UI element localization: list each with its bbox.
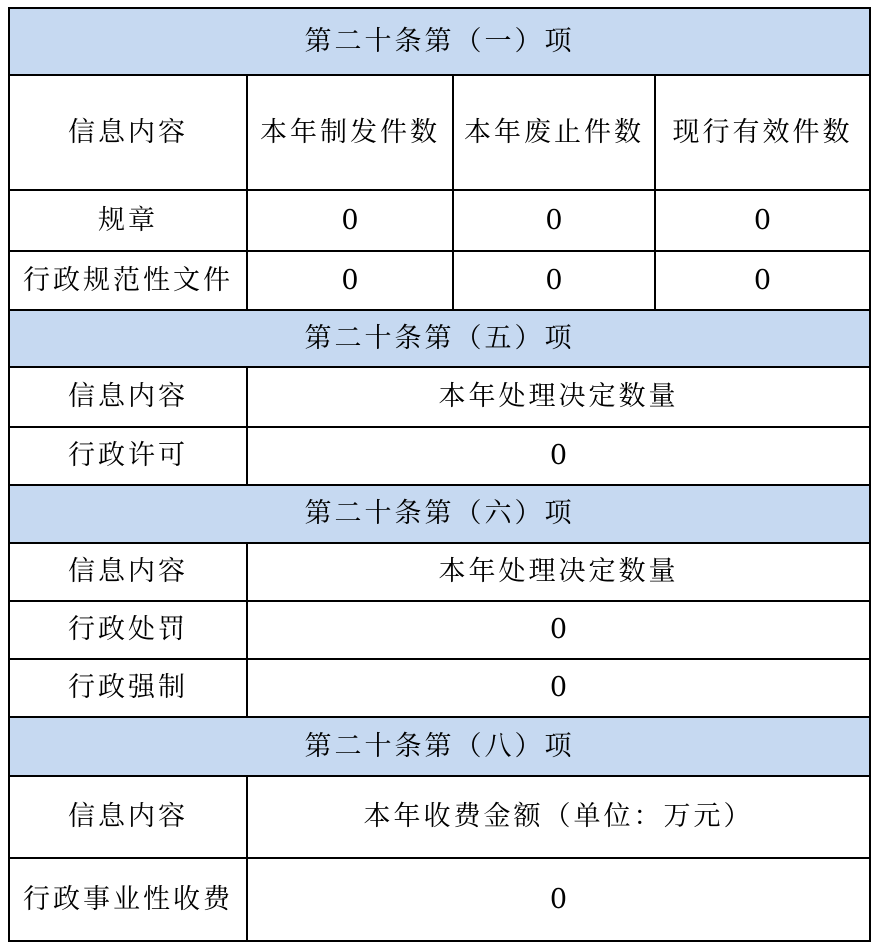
cell-value: 0 <box>247 659 870 717</box>
cell-value: 0 <box>655 190 870 251</box>
column-header-row <box>9 75 870 190</box>
cell-value: 0 <box>247 427 870 485</box>
column-header: 信息内容 <box>9 543 247 601</box>
section-title: 第二十条第（八）项 <box>9 717 870 776</box>
section-title-row <box>9 485 870 543</box>
column-header: 信息内容 <box>9 367 247 427</box>
column-header-row <box>9 776 870 858</box>
cell-value: 0 <box>655 251 870 310</box>
section-title: 第二十条第（六）项 <box>9 485 870 543</box>
cell-value: 0 <box>247 251 453 310</box>
section-title-row <box>9 717 870 776</box>
table-row <box>9 659 870 717</box>
row-label: 行政强制 <box>9 659 247 717</box>
section-title-row <box>9 310 870 367</box>
column-header: 现行有效件数 <box>655 75 870 190</box>
cell-value: 0 <box>247 190 453 251</box>
cell-value: 0 <box>247 601 870 659</box>
column-header: 本年处理决定数量 <box>247 543 870 601</box>
cell-value: 0 <box>247 858 870 941</box>
table-row <box>9 190 870 251</box>
column-header: 信息内容 <box>9 776 247 858</box>
row-label: 规章 <box>9 190 247 251</box>
column-header: 本年废止件数 <box>453 75 655 190</box>
table-row <box>9 858 870 941</box>
disclosure-table <box>8 7 871 942</box>
column-header: 本年制发件数 <box>247 75 453 190</box>
column-header: 本年收费金额（单位：万元） <box>247 776 870 858</box>
row-label: 行政事业性收费 <box>9 858 247 941</box>
section-title: 第二十条第（一）项 <box>9 8 870 75</box>
cell-value: 0 <box>453 190 655 251</box>
row-label: 行政规范性文件 <box>9 251 247 310</box>
table-row <box>9 251 870 310</box>
table-row <box>9 601 870 659</box>
column-header-row <box>9 543 870 601</box>
column-header: 信息内容 <box>9 75 247 190</box>
column-header-row <box>9 367 870 427</box>
column-header: 本年处理决定数量 <box>247 367 870 427</box>
table-row <box>9 427 870 485</box>
section-title-row <box>9 8 870 75</box>
section-title: 第二十条第（五）项 <box>9 310 870 367</box>
cell-value: 0 <box>453 251 655 310</box>
row-label: 行政处罚 <box>9 601 247 659</box>
row-label: 行政许可 <box>9 427 247 485</box>
